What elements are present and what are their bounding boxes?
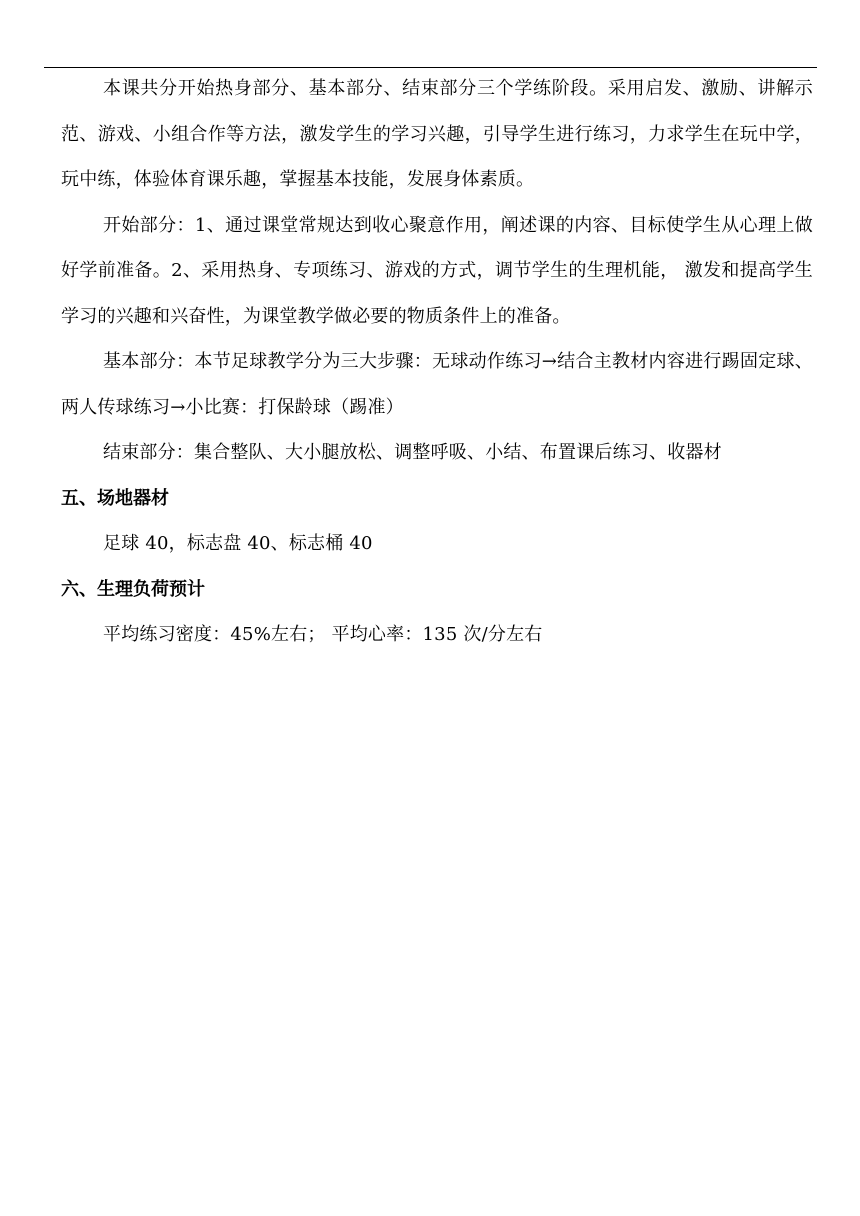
- paragraph-start-part: 开始部分：1、通过课堂常规达到收心聚意作用，阐述课的内容、目标使学生从心理上做好学前准备。2、采用热身、专项练习、游戏的方式，调节学生的生理机能， 激发和提高学生学习的兴趣和兴奋性，为课堂教学做必要的物质条件上的准备。: [61, 214, 813, 327]
- paragraph-load: 平均练习密度：45%左右； 平均心率：135 次/分左右: [103, 624, 543, 645]
- section-heading-load: 六、生理负荷预计: [61, 578, 205, 600]
- section-heading-equipment: 五、场地器材: [61, 487, 169, 509]
- paragraph-end-part: 结束部分：集合整队、大小腿放松、调整呼吸、小结、布置课后练习、收器材: [103, 442, 722, 463]
- paragraph-basic-part: 基本部分：本节足球教学分为三大步骤：无球动作练习→结合主教材内容进行踢固定球、两人传球练习→小比赛：打保龄球（踢准）: [61, 351, 813, 418]
- paragraph-equipment: 足球 40，标志盘 40、标志桶 40: [103, 533, 373, 554]
- paragraph-overview: 本课共分开始热身部分、基本部分、结束部分三个学练阶段。采用启发、激励、讲解示范、游戏、小组合作等方法，激发学生的学习兴趣，引导学生进行练习，力求学生在玩中学，玩中练，体验体育课乐趣，掌握基本技能，发展身体素质。: [61, 78, 813, 190]
- document-body: [61, 66, 813, 658]
